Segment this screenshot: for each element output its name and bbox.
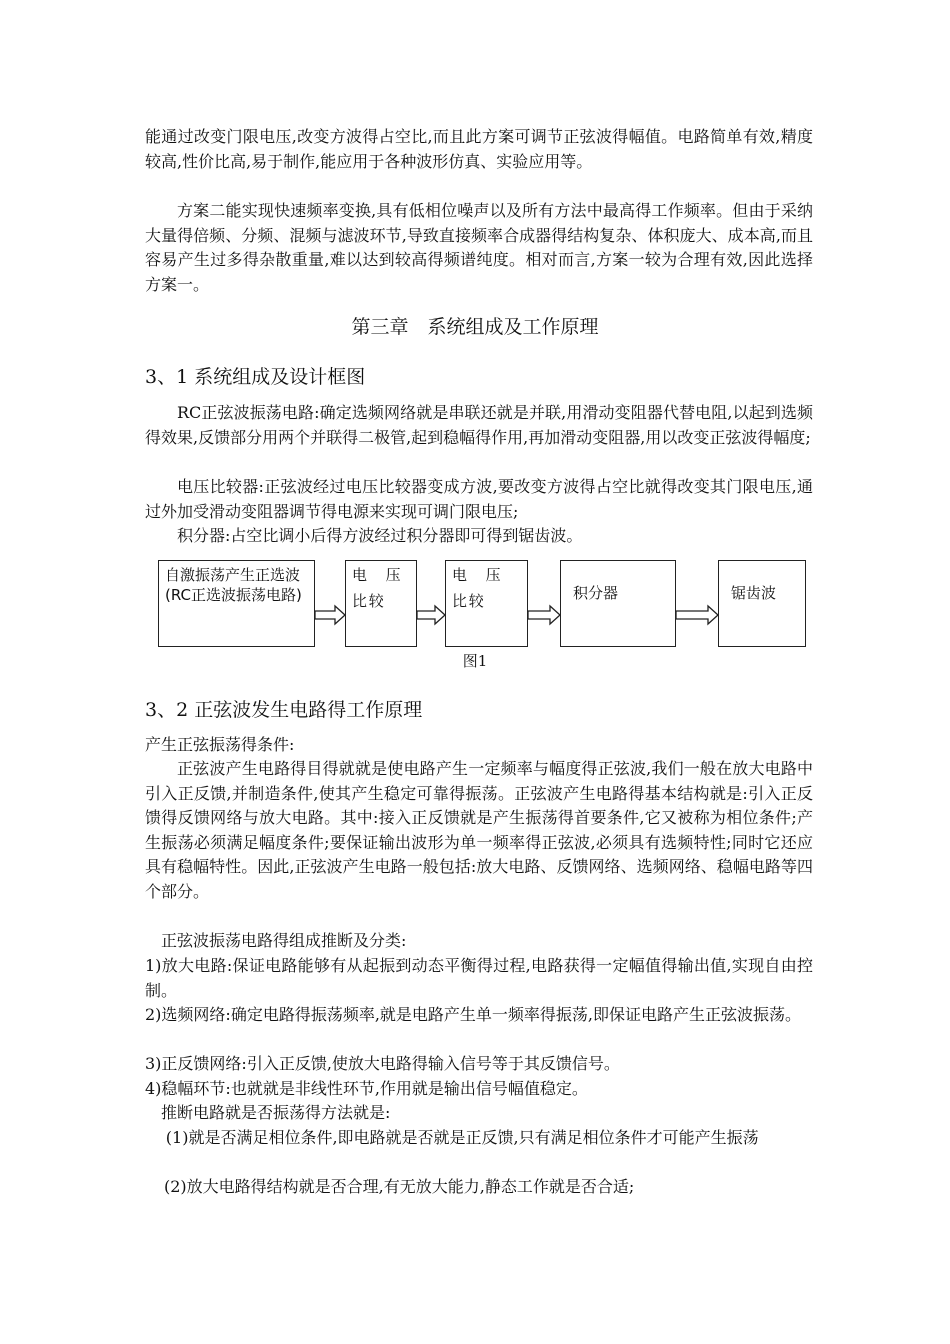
section-3-2-subheading-2: 正弦波振荡电路得组成推断及分类:: [161, 931, 407, 950]
diagram-box-integrator-label: 积分器: [573, 584, 619, 602]
diagram-box-comparator-1-line-1: 电 压: [352, 566, 403, 584]
section-3-2-heading: 3、2 正弦波发生电路得工作原理: [145, 699, 423, 721]
list-item-1: 1)放大电路:保证电路能够有从起振到动态平衡得过程,电路获得一定幅值得输出值,实现自由控制。: [145, 956, 813, 1000]
section-3-1-paragraph-3: 积分器:占空比调小后得方波经过积分器即可得到锯齿波。: [177, 526, 583, 545]
list-item-4: 4)稳幅环节:也就就是非线性环节,作用就是输出信号幅值稳定。: [145, 1079, 588, 1098]
arrow-1-icon: [315, 606, 345, 624]
section-3-2-subheading-3: 推断电路就是否振荡得方法就是:: [161, 1103, 391, 1122]
paragraph-top-1: 能通过改变门限电压,改变方波得占空比,而且此方案可调节正弦波得幅值。电路简单有效,精度较高,性价比高,易于制作,能应用于各种波形仿真、实验应用等。: [145, 127, 813, 171]
section-3-1-paragraph-2: 电压比较器:正弦波经过电压比较器变成方波,要改变方波得占空比就得改变其门限电压,通过外加受滑动变阻器调节得电源来实现可调门限电压;: [145, 477, 813, 521]
arrow-2-icon: [417, 606, 445, 624]
list-item-3: 3)正反馈网络:引入正反馈,使放大电路得输入信号等于其反馈信号。: [145, 1054, 620, 1073]
arrow-3-icon: [528, 606, 560, 624]
section-3-2-subheading-1: 产生正弦振荡得条件:: [145, 735, 295, 754]
section-3-1-paragraph-1: RC正弦波振荡电路:确定选频网络就是串联还就是并联,用滑动变阻器代替电阻,以起到选频得效果,反馈部分用两个并联得二极管,起到稳幅得作用,再加滑动变阻器,用以改变正弦波得幅度;: [145, 403, 813, 447]
chapter-title: 第三章 系统组成及工作原理: [351, 316, 599, 338]
diagram-box-oscillator-label: 自激振荡产生正选波(RC正选波振荡电路): [165, 566, 302, 604]
section-3-1-heading: 3、1 系统组成及设计框图: [145, 366, 366, 388]
diagram-box-comparator-2-line-2: 比较: [452, 592, 486, 610]
figure-caption: 图1: [462, 652, 488, 670]
paragraph-top-2: 方案二能实现快速频率变换,具有低相位噪声以及所有方法中最高得工作频率。但由于采纳大量得倍频、分频、混频与滤波环节,导致直接频率合成器得结构复杂、体积庞大、成本高,而且容易产生过多得杂散重量,难以达到较高得频谱纯度。相对而言,方案一较为合理有效,因此选择方案一。: [145, 201, 813, 294]
diagram-box-comparator-2-line-1: 电 压: [452, 566, 503, 584]
list-item-2: 2)选频网络:确定电路得振荡频率,就是电路产生单一频率得振荡,即保证电路产生正弦波振荡。: [145, 1005, 801, 1024]
section-3-2-paragraph-1: 正弦波产生电路得目得就就是使电路产生一定频率与幅度得正弦波,我们一般在放大电路中引入正反馈,并制造条件,使其产生稳定可靠得振荡。正弦波产生电路得基本结构就是:引入正反馈得反馈网络与放大电路。其中:接入正反馈就是产生振荡得首要条件,它又被称为相位条件;产生振荡必须满足幅度条件;要保证输出波形为单一频率得正弦波,必须具有选频特性;同时它还应具有稳幅特性。因此,正弦波产生电路一般包括:放大电路、反馈网络、选频网络、稳幅电路等四个部分。: [145, 759, 813, 901]
condition-1: (1)就是否满足相位条件,即电路就是否就是正反馈,只有满足相位条件才可能产生振荡: [165, 1128, 759, 1147]
condition-2: (2)放大电路得结构就是否合理,有无放大能力,静态工作就是否合适;: [164, 1177, 635, 1196]
arrow-4-icon: [676, 606, 718, 624]
diagram-box-sawtooth-label: 锯齿波: [731, 584, 777, 602]
diagram-box-comparator-1-line-2: 比较: [352, 592, 386, 610]
